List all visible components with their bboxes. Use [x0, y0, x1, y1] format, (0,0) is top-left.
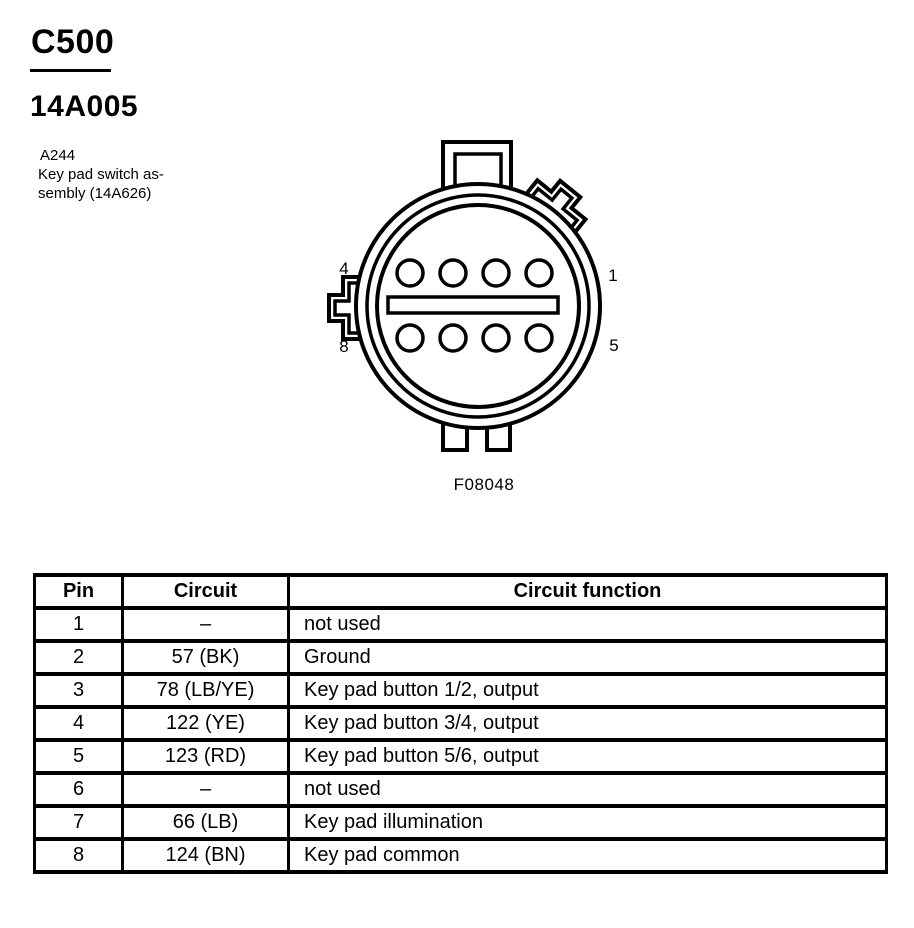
connector-center-key-slot [388, 297, 558, 313]
pin-cell: 1 [35, 608, 123, 641]
component-name-line1: Key pad switch as- [38, 166, 164, 183]
component-id: A244 [40, 147, 76, 164]
pin-cell: 3 [35, 674, 123, 707]
circuit-cell: 57 (BK) [123, 641, 289, 674]
pin-cell: 5 [35, 740, 123, 773]
pin-cell: 6 [35, 773, 123, 806]
table-row-pin-2 [35, 641, 887, 674]
column-header-circuit-function: Circuit function [289, 575, 887, 608]
title-underline [30, 69, 111, 72]
table-row-pin-7 [35, 806, 887, 839]
pin-label-bottom-left: 8 [339, 337, 349, 356]
circuit-cell: – [123, 773, 289, 806]
pin-cell: 7 [35, 806, 123, 839]
function-cell: Key pad button 1/2, output [289, 674, 887, 707]
pinout-table [33, 573, 888, 874]
pin-cell: 2 [35, 641, 123, 674]
table-row-pin-5 [35, 740, 887, 773]
function-cell: Ground [289, 641, 887, 674]
circuit-cell: 123 (RD) [123, 740, 289, 773]
pin-hole-5 [526, 325, 552, 351]
circuit-cell: 122 (YE) [123, 707, 289, 740]
function-cell: not used [289, 773, 887, 806]
table-row-pin-3 [35, 674, 887, 707]
figure-caption: F08048 [453, 475, 515, 494]
pin-cell: 8 [35, 839, 123, 872]
table-row-pin-4 [35, 707, 887, 740]
pin-hole-1 [526, 260, 552, 286]
pin-label-top-left: 4 [339, 259, 349, 278]
connector-pinout-diagram [315, 135, 637, 495]
circuit-cell: – [123, 608, 289, 641]
pin-label-bottom-right: 5 [609, 336, 619, 355]
table-row-pin-1 [35, 608, 887, 641]
pin-hole-8 [397, 325, 423, 351]
part-number-title: 14A005 [30, 90, 139, 123]
pin-hole-4 [397, 260, 423, 286]
pin-label-top-right: 1 [608, 266, 618, 285]
table-header-row [35, 575, 887, 608]
function-cell: not used [289, 608, 887, 641]
component-description [38, 146, 164, 203]
function-cell: Key pad common [289, 839, 887, 872]
pin-hole-2 [483, 260, 509, 286]
pin-hole-6 [483, 325, 509, 351]
connector-id-title: C500 [31, 23, 115, 61]
table-row-pin-8 [35, 839, 887, 872]
circuit-cell: 66 (LB) [123, 806, 289, 839]
table-row-pin-6 [35, 773, 887, 806]
function-cell: Key pad illumination [289, 806, 887, 839]
function-cell: Key pad button 5/6, output [289, 740, 887, 773]
circuit-cell: 124 (BN) [123, 839, 289, 872]
circuit-cell: 78 (LB/YE) [123, 674, 289, 707]
column-header-circuit: Circuit [123, 575, 289, 608]
pin-hole-3 [440, 260, 466, 286]
pin-hole-7 [440, 325, 466, 351]
component-name-line2: sembly (14A626) [38, 185, 152, 202]
column-header-pin: Pin [35, 575, 123, 608]
pin-cell: 4 [35, 707, 123, 740]
function-cell: Key pad button 3/4, output [289, 707, 887, 740]
